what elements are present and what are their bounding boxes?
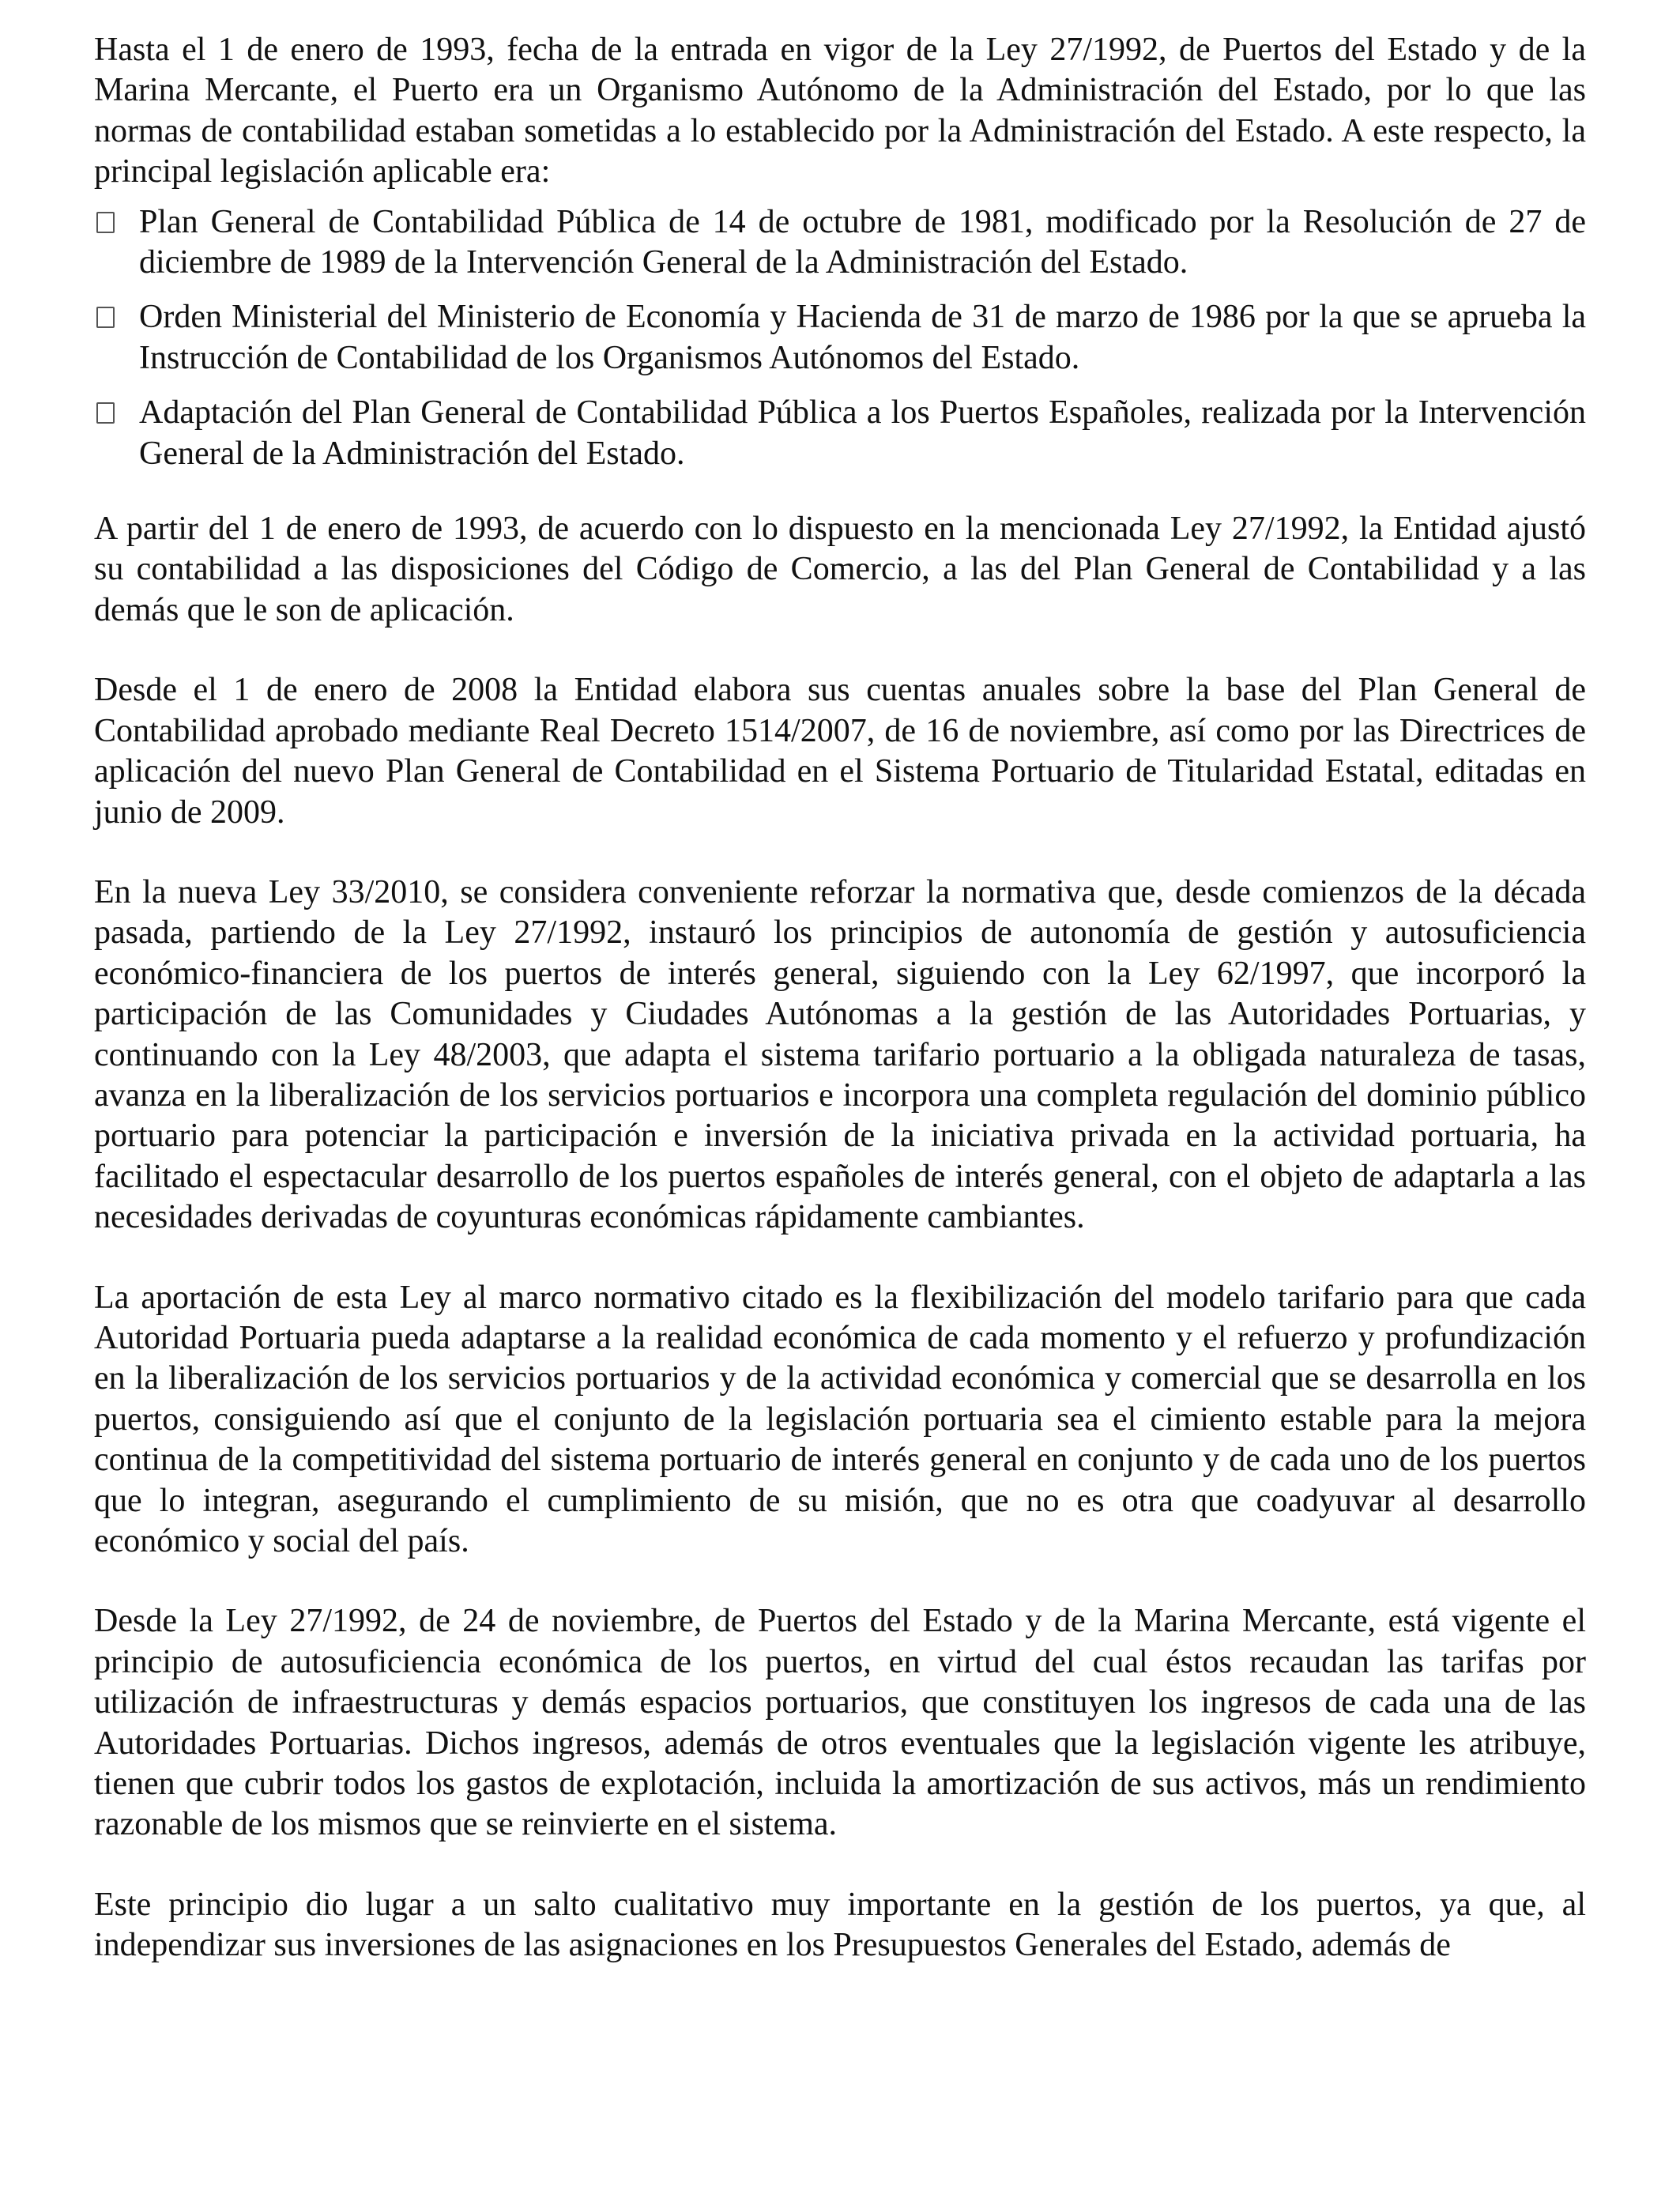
document-page — [94, 30, 1586, 1966]
list-item-text: Orden Ministerial del Ministerio de Economía y Hacienda de 31 de marzo de 1986 por la que se aprueba la Instrucción de Contabilidad de los Organismos Autónomos del Estado. — [139, 299, 1586, 376]
list-item-text: Plan General de Contabilidad Pública de 14 de octubre de 1981, modificado por la Resolución de 27 de diciembre de 1989 de la Intervención General de la Administración del Estado. — [139, 203, 1586, 281]
legislation-list — [94, 202, 1586, 474]
list-item — [94, 393, 1586, 474]
list-item — [94, 202, 1586, 284]
bullet-box-icon — [96, 212, 115, 233]
body-paragraph: En la nueva Ley 33/2010, se considera conveniente reforzar la normativa que, desde comienzos de la década pasada, partiendo de la Ley 27/1992, instauró los principios de autonomía de gestión y autosuficiencia económico-financiera de los puertos de interés general, siguiendo con la Ley 62/1997, que incorporó la participación de las Comunidades y Ciudades Autónomas a la gestión de las Autoridades Portuarias, y continuando con la Ley 48/2003, que adapta el sistema tarifario portuario a la obligada naturaleza de tasas, avanza en la liberalización de los servicios portuarios e incorpora una completa regulación del dominio público portuario para potenciar la participación e inversión de la iniciativa privada en la actividad portuaria, ha facilitado el espectacular desarrollo de los puertos españoles de interés general, con el objeto de adaptarla a las necesidades derivadas de coyunturas económicas rápidamente cambiantes. — [94, 873, 1586, 1236]
body-paragraph: A partir del 1 de enero de 1993, de acuerdo con lo dispuesto en la mencionada Ley 27/1992, la Entidad ajustó su contabilidad a las disposiciones del Código de Comercio, a las del Plan General de Contabilidad y a las demás que le son de aplicación. — [94, 511, 1586, 628]
body-paragraph: Desde la Ley 27/1992, de 24 de noviembre, de Puertos del Estado y de la Marina Mercante, está vigente el principio de autosuficiencia económica de los puertos, en virtud del cual éstos recaudan las tarifas por utilización de infraestructuras y demás espacios portuarios, que constituyen los ingresos de cada una de las Autoridades Portuarias. Dichos ingresos, además de otros eventuales que la legislación vigente les atribuye, tienen que cubrir todos los gastos de explotación, incluida la amortización de sus activos, más un rendimiento razonable de los mismos que se reinvierte en el sistema. — [94, 1603, 1586, 1843]
intro-paragraph: Hasta el 1 de enero de 1993, fecha de la entrada en vigor de la Ley 27/1992, de Puertos del Estado y de la Marina Mercante, el Puerto era un Organismo Autónomo de la Administración del Estado, por lo que las normas de contabilidad estaban sometidas a lo establecido por la Administración del Estado. A este respecto, la principal legislación aplicable era: — [94, 32, 1586, 190]
body-paragraph: Este principio dio lugar a un salto cualitativo muy importante en la gestión de los puertos, ya que, al independizar sus inversiones de las asignaciones en los Presupuestos Generales del Estado, además de — [94, 1886, 1586, 1964]
list-item-text: Adaptación del Plan General de Contabilidad Pública a los Puertos Españoles, realizada por la Intervención General de la Administración del Estado. — [139, 394, 1586, 472]
bullet-box-icon — [96, 307, 115, 328]
list-item — [94, 297, 1586, 379]
body-paragraph: Desde el 1 de enero de 2008 la Entidad elabora sus cuentas anuales sobre la base del Plan General de Contabilidad aprobado mediante Real Decreto 1514/2007, de 16 de noviembre, así como por las Directrices de aplicación del nuevo Plan General de Contabilidad en el Sistema Portuario de Titularidad Estatal, editadas en junio de 2009. — [94, 672, 1586, 831]
body-paragraph: La aportación de esta Ley al marco normativo citado es la flexibilización del modelo tarifario para que cada Autoridad Portuaria pueda adaptarse a la realidad económica de cada momento y el refuerzo y profundización en la liberalización de los servicios portuarios y de la actividad económica y comercial que se desarrolla en los puertos, consiguiendo así que el conjunto de la legislación portuaria sea el cimiento estable para la mejora continua de la competitividad del sistema portuario de interés general en conjunto y de cada uno de los puertos que lo integran, asegurando el cumplimiento de su misión, que no es otra que coadyuvar al desarrollo económico y social del país. — [94, 1279, 1586, 1559]
bullet-box-icon — [96, 402, 115, 424]
